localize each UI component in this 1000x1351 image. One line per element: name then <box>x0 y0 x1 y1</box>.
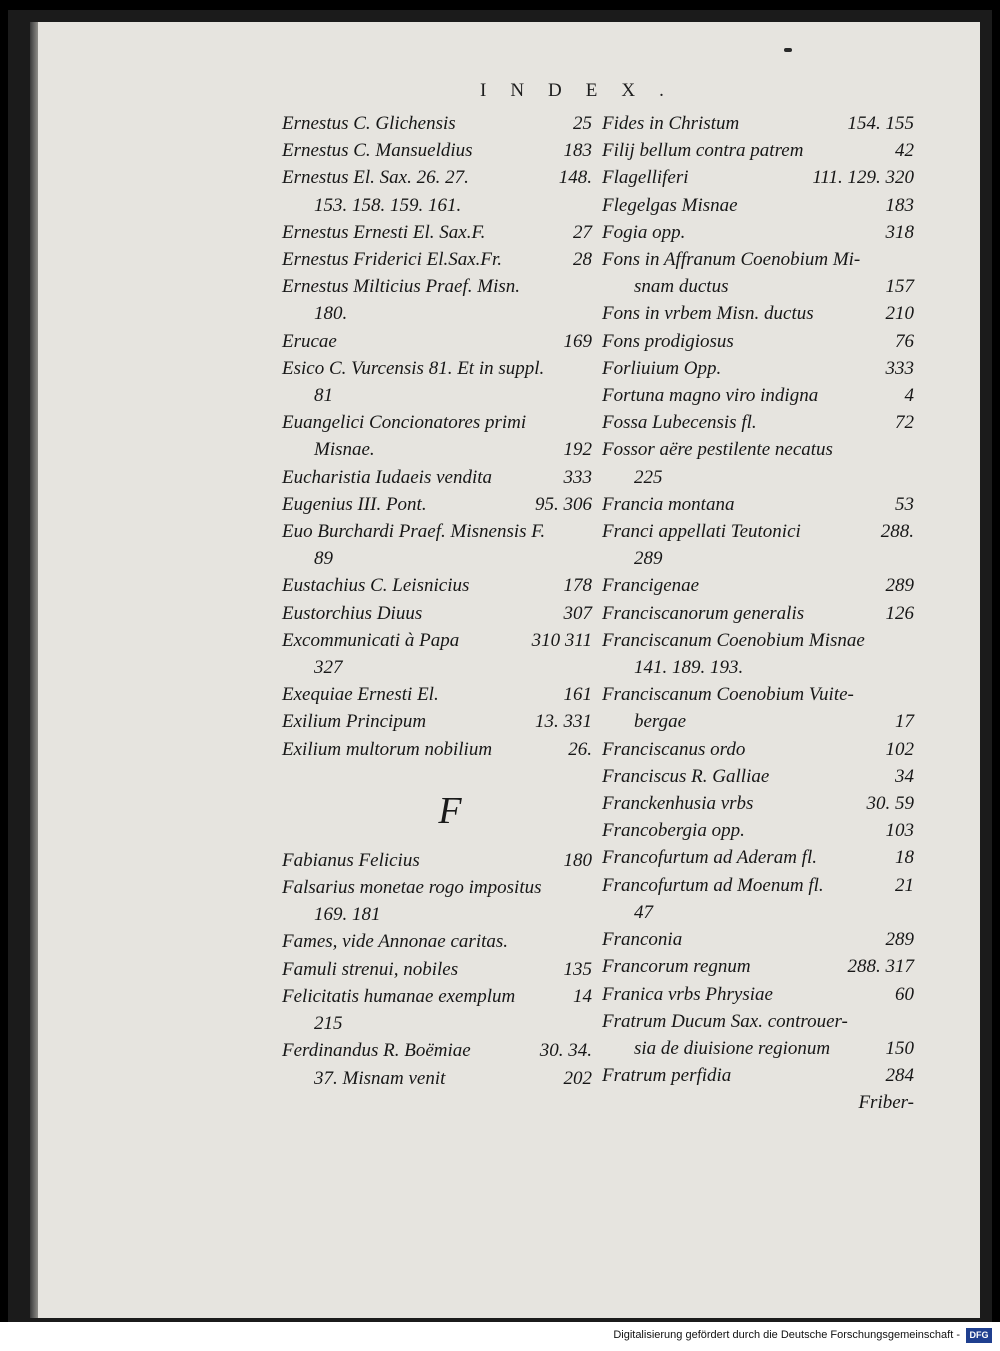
index-entry-line <box>602 872 914 899</box>
index-entry <box>282 681 592 708</box>
entry-page-ref: 30. 59 <box>866 793 914 815</box>
index-entry-continuation <box>282 654 592 681</box>
index-entry-line <box>602 300 914 327</box>
index-entry-continuation <box>602 899 914 926</box>
entry-text: Eucharistia Iudaeis vendita <box>282 466 493 488</box>
entry-text: Exilium multorum nobilium <box>282 738 493 760</box>
entry-page-ref: 284 <box>885 1065 914 1087</box>
index-entry <box>602 1062 914 1089</box>
index-entry-line <box>282 409 592 436</box>
entry-text: Ernestus Ernesti El. Sax.F. <box>282 221 486 243</box>
index-entry <box>282 409 592 463</box>
entry-page-ref: 53 <box>895 493 914 515</box>
index-entry-line <box>282 518 592 545</box>
index-entry-line <box>282 1037 592 1064</box>
entry-text: Franci appellati Teutonici <box>602 521 801 543</box>
entry-text: Fratrum perfidia <box>602 1065 732 1087</box>
index-entry <box>282 1037 592 1091</box>
entry-text: 81 <box>314 385 333 407</box>
index-entry <box>602 192 914 219</box>
entry-page-ref: 135 <box>563 958 592 980</box>
index-entry-line <box>602 926 914 953</box>
entry-page-ref: 210 <box>885 303 914 325</box>
index-entry-line <box>282 328 592 355</box>
entry-text: Ernestus El. Sax. 26. 27. <box>282 167 469 189</box>
entry-text: Fons prodigiosus <box>602 330 734 352</box>
entry-page-ref: 150 <box>885 1037 914 1059</box>
index-entry-continuation <box>282 901 592 928</box>
digitization-footer <box>0 1322 1000 1351</box>
entry-page-ref: 102 <box>885 738 914 760</box>
entry-page-ref: 13. 331 <box>535 711 592 733</box>
index-entry <box>602 790 914 817</box>
index-entry-line <box>602 981 914 1008</box>
entry-text: Ferdinandus R. Boëmiae <box>282 1040 471 1062</box>
entry-text: Ernestus Milticius Praef. Misn. <box>282 276 521 298</box>
index-entry-continuation <box>282 300 592 327</box>
entry-text: Francorum regnum <box>602 956 751 978</box>
index-entry-line <box>602 1008 914 1035</box>
index-entry <box>282 627 592 681</box>
entry-page-ref: 60 <box>895 983 914 1005</box>
entry-page-ref: 21 <box>895 874 914 896</box>
entry-text: Fossa Lubecensis fl. <box>602 412 757 434</box>
entry-text: sia de diuisione regionum <box>634 1037 831 1059</box>
index-entry-line <box>282 956 592 983</box>
entry-page-ref: 18 <box>895 847 914 869</box>
entry-text: Franciscanus ordo <box>602 738 746 760</box>
index-entry <box>602 491 914 518</box>
index-entry-line <box>282 847 592 874</box>
index-entry <box>282 246 592 273</box>
index-entry-line <box>602 817 914 844</box>
entry-text: Franciscanum Coenobium Vuite- <box>602 684 854 706</box>
index-entry <box>602 736 914 763</box>
index-entry <box>282 518 592 572</box>
index-entry-line <box>602 1062 914 1089</box>
index-entry-line <box>602 953 914 980</box>
entry-text: Fossor aëre pestilente necatus <box>602 439 833 461</box>
index-entry <box>282 736 592 763</box>
index-entry <box>282 110 592 137</box>
index-entry-line <box>602 600 914 627</box>
index-entry-line <box>602 246 914 273</box>
entry-page-ref: 95. 306 <box>535 493 592 515</box>
entry-text: Eustorchius Diuus <box>282 602 423 624</box>
entry-page-ref: 183 <box>885 194 914 216</box>
index-entry-line <box>602 736 914 763</box>
index-entry-line <box>602 518 914 545</box>
index-entry <box>282 328 592 355</box>
index-entry-line <box>602 164 914 191</box>
entry-text: Franconia <box>602 929 683 951</box>
entry-text: Fortuna magno viro indigna <box>602 385 819 407</box>
entry-page-ref: 333 <box>885 357 914 379</box>
index-entry <box>602 681 914 735</box>
entry-text: Fratrum Ducum Sax. controuer- <box>602 1010 848 1032</box>
index-entry <box>602 627 914 681</box>
index-entry <box>602 981 914 1008</box>
entry-page-ref: 28 <box>573 249 592 271</box>
entry-text: Falsarius monetae rogo impositus <box>282 877 542 899</box>
index-entry <box>282 874 592 928</box>
entry-page-ref: 318 <box>885 221 914 243</box>
entry-text: Ernestus C. Glichensis <box>282 113 456 134</box>
index-entry <box>282 219 592 246</box>
index-entry <box>602 1008 914 1062</box>
entry-page-ref: 178 <box>563 575 592 597</box>
index-entry <box>602 164 914 191</box>
entry-page-ref: 17 <box>895 711 914 733</box>
index-entry <box>282 355 592 409</box>
entry-page-ref: 333 <box>563 466 592 488</box>
catchword: Friber- <box>858 1092 914 1114</box>
entry-text: Fons in vrbem Misn. ductus <box>602 303 814 325</box>
ink-speck <box>784 48 792 52</box>
entry-page-ref: 34 <box>895 765 914 787</box>
entry-page-ref: 202 <box>563 1067 592 1089</box>
index-entry-line <box>602 382 914 409</box>
entry-page-ref: 183 <box>563 140 592 162</box>
index-entry-line <box>282 110 592 137</box>
index-entry-continuation <box>602 1035 914 1062</box>
entry-text: Fabianus Felicius <box>282 849 420 871</box>
entry-page-ref: 289 <box>885 575 914 597</box>
entry-text: 225 <box>634 466 663 488</box>
index-entry-line <box>602 627 914 654</box>
entry-text: 89 <box>314 548 333 570</box>
index-entry-continuation <box>602 654 914 681</box>
index-entry <box>602 246 914 300</box>
entry-text: Franica vrbs Phrysiae <box>602 983 773 1005</box>
entry-text: Ernestus Friderici El.Sax.Fr. <box>282 249 503 271</box>
index-entry-line <box>602 491 914 518</box>
entry-text: Francobergia opp. <box>602 820 745 842</box>
entry-text: Erucae <box>282 330 337 352</box>
entry-page-ref: 76 <box>895 330 914 352</box>
entry-text: 153. 158. 159. 161. <box>314 194 462 216</box>
entry-text: Exilium Principum <box>282 711 427 733</box>
index-entry <box>602 382 914 409</box>
index-entry-line <box>602 844 914 871</box>
index-entry <box>602 872 914 926</box>
index-entry <box>282 708 592 735</box>
entry-page-ref: 4 <box>904 385 914 407</box>
index-entry-continuation <box>602 545 914 572</box>
entry-text: 141. 189. 193. <box>634 657 744 679</box>
index-entries-f <box>282 847 592 1092</box>
index-entry <box>602 328 914 355</box>
entry-text: Franciscanorum generalis <box>602 602 805 624</box>
entry-page-ref: 289 <box>885 929 914 951</box>
index-entry <box>602 926 914 953</box>
index-entry <box>282 464 592 491</box>
entry-text: Flegelgas Misnae <box>602 194 738 216</box>
entry-page-ref: 27 <box>573 221 592 243</box>
entry-text: Excommunicati à Papa <box>282 629 460 651</box>
entry-text: 180. <box>314 303 348 325</box>
index-entry <box>282 956 592 983</box>
index-entry-continuation <box>282 1065 592 1092</box>
entry-text: Fides in Christum <box>602 113 740 134</box>
index-entry <box>282 491 592 518</box>
entry-text: Fons in Affranum Coenobium Mi- <box>602 249 861 271</box>
entry-text: Francigenae <box>602 575 700 597</box>
index-entry-line <box>602 219 914 246</box>
index-entry-continuation <box>282 545 592 572</box>
entry-text: Euo Burchardi Praef. Misnensis F. <box>282 521 546 543</box>
entry-page-ref: 148. <box>558 167 592 189</box>
index-entry <box>602 219 914 246</box>
index-entry <box>282 572 592 599</box>
entry-text: 215 <box>314 1013 343 1035</box>
index-entry <box>282 600 592 627</box>
entry-page-ref: 180 <box>563 849 592 871</box>
entry-page-ref: 307 <box>563 602 592 624</box>
index-entry-line <box>602 572 914 599</box>
index-entry-line <box>282 246 592 273</box>
index-entry <box>602 518 914 572</box>
entry-page-ref: 72 <box>895 412 914 434</box>
entry-text: Franciscanum Coenobium Misnae <box>602 629 865 651</box>
entry-text: Flagelliferi <box>602 167 689 189</box>
index-entry-line <box>282 164 592 191</box>
index-entry-continuation <box>602 464 914 491</box>
entry-text: Eugenius III. Pont. <box>282 493 427 515</box>
index-entry-line <box>602 681 914 708</box>
index-entry-line <box>602 328 914 355</box>
entry-text: bergae <box>634 711 687 733</box>
index-entry-line <box>602 355 914 382</box>
entry-text: Francofurtum ad Aderam fl. <box>602 847 817 869</box>
index-entry-line <box>602 110 914 137</box>
index-entry-line <box>282 464 592 491</box>
entry-text: Francofurtum ad Moenum fl. <box>602 874 824 896</box>
index-entry-line <box>282 681 592 708</box>
index-entries-f-continued <box>602 110 914 1089</box>
entry-text: Misnae. <box>314 439 375 461</box>
index-entry <box>602 817 914 844</box>
index-entry-line <box>282 600 592 627</box>
index-entry <box>602 763 914 790</box>
entry-page-ref: 157 <box>885 276 914 298</box>
entry-page-ref: 161 <box>563 684 592 706</box>
index-entry-continuation <box>282 192 592 219</box>
entry-page-ref: 42 <box>895 140 914 162</box>
entry-text: Euangelici Concionatores primi <box>282 412 527 434</box>
entry-text: Francia montana <box>602 493 735 515</box>
entry-page-ref: 126 <box>885 602 914 624</box>
index-entry-continuation <box>602 273 914 300</box>
index-entry-line <box>282 355 592 382</box>
entry-page-ref: 288. 317 <box>847 956 914 978</box>
index-entry-line <box>282 491 592 518</box>
entry-text: 327 <box>314 657 343 679</box>
index-entry-line <box>282 572 592 599</box>
index-entry-line <box>602 436 914 463</box>
index-entry <box>282 137 592 164</box>
entry-text: 37. Misnam venit <box>314 1067 446 1089</box>
index-entry-line <box>602 763 914 790</box>
entry-text: 47 <box>634 901 653 923</box>
index-entry <box>282 273 592 327</box>
index-entry <box>602 300 914 327</box>
entry-text: Fogia opp. <box>602 221 686 243</box>
entry-text: Ernestus C. Mansueldius <box>282 140 473 162</box>
index-entry <box>282 928 592 955</box>
index-column-left <box>282 110 592 1092</box>
entry-text: Franckenhusia vrbs <box>602 793 754 815</box>
index-entry-line <box>602 409 914 436</box>
dfg-logo: DFG <box>966 1328 992 1343</box>
entry-page-ref: 169 <box>563 330 592 352</box>
index-entry <box>602 844 914 871</box>
index-entry <box>282 847 592 874</box>
section-letter: F <box>438 789 462 832</box>
entry-page-ref: 111. 129. 320 <box>812 167 914 189</box>
entry-text: Esico C. Vurcensis 81. Et in suppl. <box>282 357 545 379</box>
index-entry <box>282 164 592 218</box>
index-entry <box>602 409 914 436</box>
index-entry <box>602 355 914 382</box>
index-entry-line <box>602 192 914 219</box>
entry-text: Franciscus R. Galliae <box>602 765 770 787</box>
index-entry-line <box>282 928 592 955</box>
index-entry-line <box>282 273 592 300</box>
index-entry-line <box>282 874 592 901</box>
index-entry-line <box>282 708 592 735</box>
entry-page-ref: 30. 34. <box>539 1040 592 1062</box>
index-entry-line <box>282 983 592 1010</box>
index-entry <box>602 436 914 490</box>
entry-text: Famuli strenui, nobiles <box>282 958 459 980</box>
entry-page-ref: 25 <box>573 113 592 134</box>
entry-text: 289 <box>634 548 663 570</box>
entry-text: 169. 181 <box>314 904 381 926</box>
index-entry <box>282 983 592 1037</box>
index-entry <box>602 953 914 980</box>
entry-text: Exequiae Ernesti El. <box>282 684 439 706</box>
entry-text: Felicitatis humanae exemplum <box>282 985 516 1007</box>
entry-text: Forliuium Opp. <box>602 357 722 379</box>
index-entry-continuation <box>602 708 914 735</box>
entry-page-ref: 310 311 <box>531 629 592 651</box>
index-column-right <box>602 110 914 1116</box>
index-entry-line <box>282 736 592 763</box>
index-entry <box>602 137 914 164</box>
entry-page-ref: 288. <box>880 521 914 543</box>
entry-text: Fames, vide Annonae caritas. <box>282 931 509 953</box>
index-entry-line <box>602 790 914 817</box>
entry-page-ref: 103 <box>885 820 914 842</box>
entry-text: Filij bellum contra patrem <box>602 140 804 162</box>
index-entries-e <box>282 110 592 763</box>
index-entry-line <box>282 137 592 164</box>
index-entry <box>602 110 914 137</box>
entry-page-ref: 154. 155 <box>847 113 914 134</box>
index-entry <box>602 600 914 627</box>
entry-text: snam ductus <box>634 276 729 298</box>
running-head: INDEX. <box>480 80 688 101</box>
index-entry <box>602 572 914 599</box>
index-entry-line <box>282 627 592 654</box>
index-entry-continuation <box>282 382 592 409</box>
footer-credit: Digitalisierung gefördert durch die Deutsche Forschungsgemeinschaft - <box>613 1329 960 1341</box>
entry-page-ref: 26. <box>568 738 592 760</box>
entry-text: Eustachius C. Leisnicius <box>282 575 470 597</box>
entry-page-ref: 192 <box>563 439 592 461</box>
index-entry-line <box>282 219 592 246</box>
index-entry-continuation <box>282 1010 592 1037</box>
entry-page-ref: 14 <box>573 985 592 1007</box>
index-entry-continuation <box>282 436 592 463</box>
index-entry-line <box>602 137 914 164</box>
